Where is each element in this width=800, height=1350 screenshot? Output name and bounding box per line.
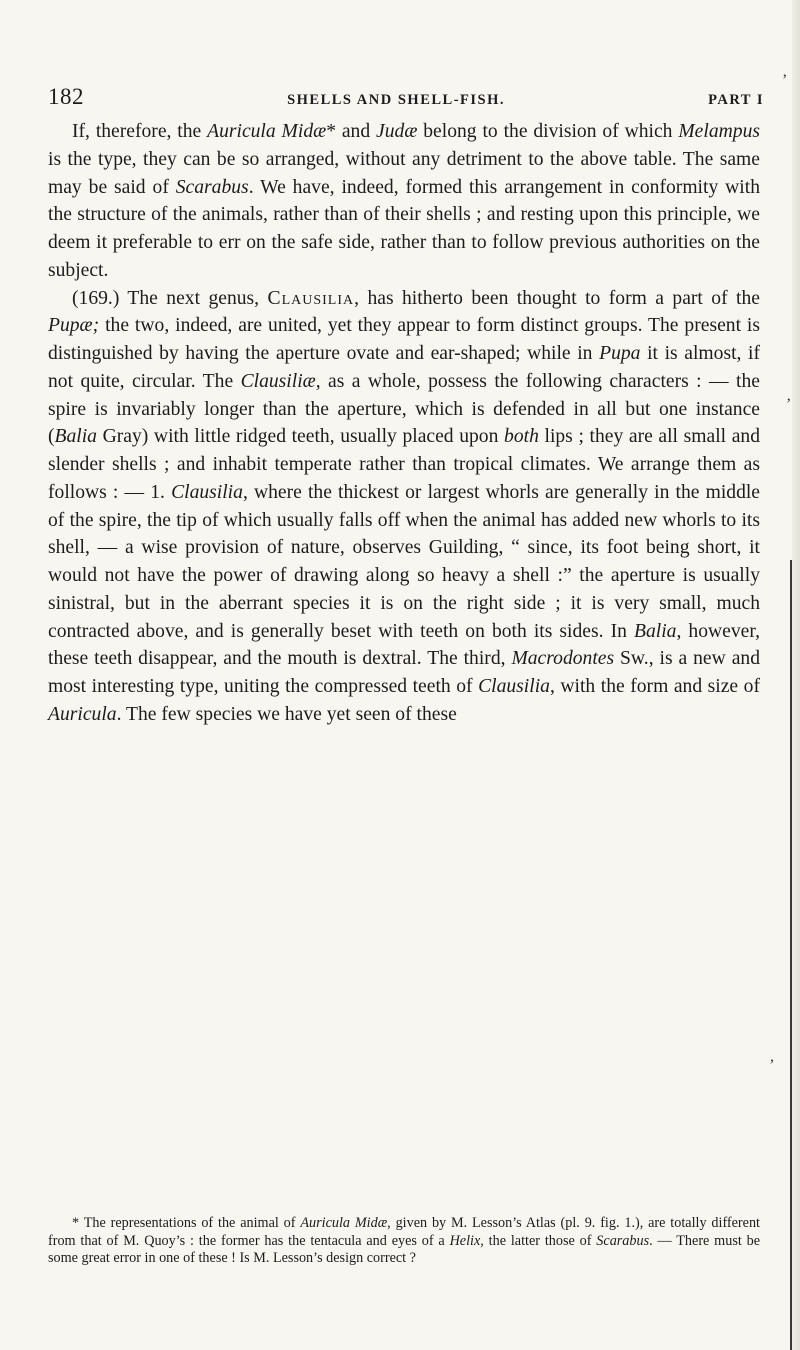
species-name: Auricula Midæ xyxy=(300,1215,388,1231)
footnote xyxy=(48,1215,760,1268)
text-run: , has hitherto been thought to form a part of the xyxy=(354,287,760,309)
text-run: belong to the division of which xyxy=(417,121,679,142)
genus-name: Auricula xyxy=(48,703,117,725)
genus-name: Balia xyxy=(54,426,97,448)
text-run: , where the thickest or largest whorls are generally in the middle of the spire, the tip of which usually falls off when the animal has added new whorls to its shell, — a wise provision of nature, observes Guilding, “ since, its foot being short, it would not have the power of drawing along so heavy a shell :” the aperture is usually sinistral, but in the aberrant species it is on the right side ; it is very small, much contracted above, and is generally beset with teeth on both its sides. In xyxy=(48,481,761,642)
text-run: Gray) with little ridged teeth, usually placed upon xyxy=(96,426,505,448)
genus-name: Clausilia xyxy=(478,676,550,697)
paragraph-169 xyxy=(48,285,760,729)
running-head xyxy=(48,84,764,108)
species-name: Auricula Midæ xyxy=(207,121,327,142)
text-run: . The few species we have yet seen of these xyxy=(116,703,457,725)
text-run: lips ; they are all small and slender shells ; and inhabit temperate rather than tropical climates. We arrange them as follows : — 1. xyxy=(48,426,760,503)
genus-name: Macrodontes xyxy=(511,648,615,670)
text-run: , the latter those of xyxy=(480,1232,597,1249)
part-label: PART I xyxy=(708,92,764,108)
text-run: (169.) The next genus, xyxy=(72,287,268,309)
emphasis: both xyxy=(504,426,539,448)
genus-name: Scarabus xyxy=(175,176,249,198)
footnote-text xyxy=(48,1215,760,1268)
text-run: * and xyxy=(326,121,377,142)
text-run: , given by M. Lesson’s Atlas (pl. 9. fig. 1.), are totally different from that of M. Quoy’s : the former has the tentacula and eyes of a xyxy=(48,1215,760,1249)
genus-name: Scarabus xyxy=(596,1232,650,1249)
text-run: Sw., is a new and most interesting type, uniting the compressed teeth of xyxy=(48,648,760,697)
print-mark: ʼ xyxy=(782,72,788,89)
binding-edge-line xyxy=(790,560,792,1350)
page-number: 182 xyxy=(48,84,84,109)
genus-name: Helix xyxy=(449,1232,481,1249)
paragraph-1 xyxy=(48,118,760,285)
text-run: it is almost, if not quite, circular. The xyxy=(48,343,761,392)
text-run: the two, indeed, are united, yet they appear to form distinct groups. The present is distinguished by having the aperture ovate and ear-shaped; while in xyxy=(48,315,760,364)
running-title: SHELLS AND SHELL-FISH. xyxy=(287,92,506,108)
text-run: , as a whole, possess the following characters : — the spire is invariably longer than the aperture, which is defended in all but one instance ( xyxy=(48,370,760,448)
page-edge-shadow xyxy=(792,0,800,1350)
genus-heading: Clausilia xyxy=(267,287,355,309)
main-text xyxy=(48,118,760,729)
genus-name: Pupæ; xyxy=(48,315,100,337)
genus-name: Melampus xyxy=(678,121,760,142)
genus-name: Balia xyxy=(634,620,677,642)
genus-name: Pupa xyxy=(599,343,641,364)
text-run: If, therefore, the xyxy=(72,121,208,142)
print-mark: ʼ xyxy=(786,396,792,413)
genus-name: Clausiliæ xyxy=(240,370,316,392)
text-run: , however, these teeth disappear, and the mouth is dextral. The third, xyxy=(48,620,760,670)
text-run: is the type, they can be so arranged, without any detriment to the above table. The same may be said of xyxy=(48,148,760,198)
print-mark: , xyxy=(770,1048,774,1065)
genus-name: Clausilia xyxy=(171,481,243,503)
text-run: . We have, indeed, formed this arrangement in conformity with the structure of the animals, rather than of their shells ; and resting upon this principle, we deem it preferable to err on the safe side, rather than to follow previous authorities on the subject. xyxy=(48,176,760,281)
text-run: * The representations of the animal of xyxy=(72,1215,301,1231)
text-run: . — There must be some great error in one of these ! Is M. Lesson’s design correct ? xyxy=(48,1232,761,1266)
text-run: , with the form and size of xyxy=(549,676,760,697)
species-name: Judæ xyxy=(376,121,418,142)
